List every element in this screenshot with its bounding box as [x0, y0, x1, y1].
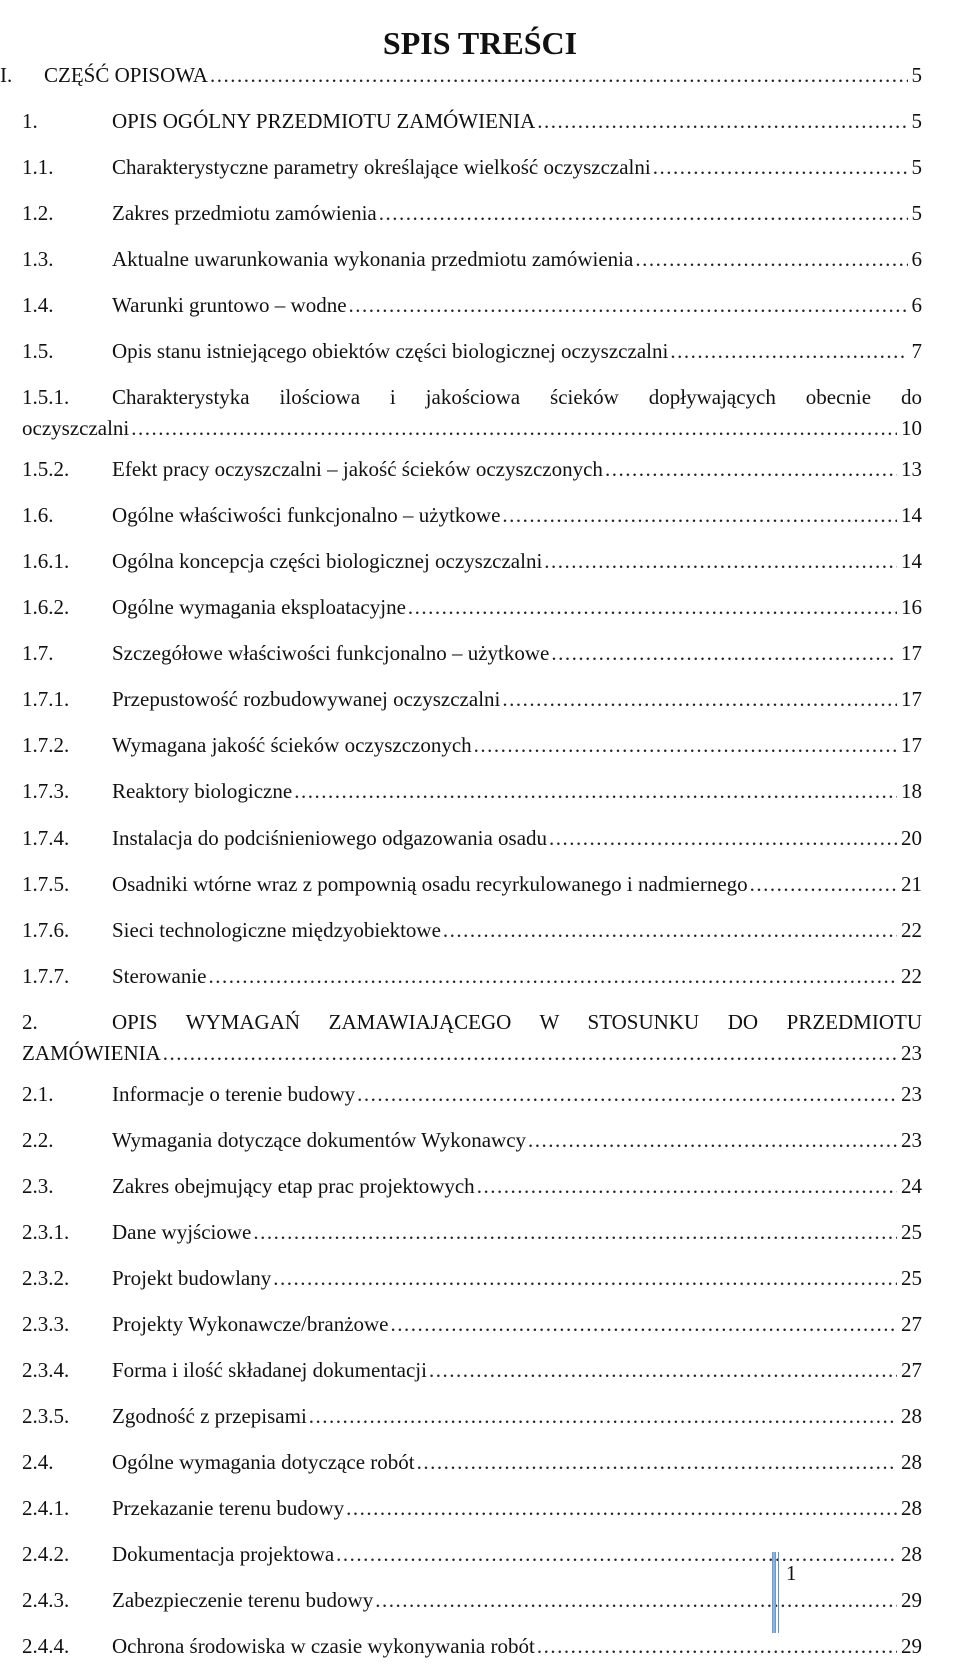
toc-entry-title-continued: oczyszczalni	[22, 416, 130, 441]
toc-entry-page: 6	[911, 247, 922, 272]
toc-entry-title: Zabezpieczenie terenu budowy	[112, 1588, 374, 1612]
toc-entry-title: Ogólne wymagania dotyczące robót	[112, 1449, 415, 1474]
toc-entry-page: 5	[911, 201, 922, 226]
toc-dot-leader	[653, 154, 908, 180]
toc-entry-page: 28	[901, 1403, 922, 1428]
toc-entry-title: OPIS OGÓLNY PRZEDMIOTU ZAMÓWIENIA	[112, 109, 536, 134]
toc-entry-number: 2.3.4.	[22, 1357, 70, 1382]
toc-entry[interactable]	[0, 633, 960, 673]
toc-dot-leader	[357, 1081, 897, 1107]
toc-entry-number: 2.4.1.	[22, 1495, 70, 1520]
toc-entry-number: 2.4.2.	[22, 1541, 70, 1566]
toc-dot-leader	[502, 502, 897, 528]
toc-entry[interactable]	[0, 1626, 960, 1666]
toc-entry[interactable]	[0, 331, 960, 371]
toc-entry-page: 17	[901, 733, 922, 758]
toc-entry[interactable]	[0, 1258, 960, 1298]
toc-entry-title: CZĘŚĆ OPISOWA	[44, 63, 208, 87]
toc-dot-leader	[349, 292, 908, 318]
toc-entry[interactable]	[0, 449, 960, 489]
toc-dot-leader	[163, 1040, 897, 1066]
toc-entry-number: 1.7.3.	[22, 779, 70, 804]
toc-entry[interactable]	[0, 1166, 960, 1206]
toc-entry-page: 23	[901, 1127, 922, 1152]
toc-entry-title: Efekt pracy oczyszczalni – jakość ścieków oczyszczonych	[112, 457, 603, 482]
toc-entry-title-continued: ZAMÓWIENIA	[22, 1040, 161, 1065]
toc-dot-leader	[408, 594, 897, 620]
page-footer	[772, 1552, 832, 1627]
toc-entry-page: 28	[901, 1541, 922, 1566]
toc-entry-title: Ochrona środowiska w czasie wykonywania robót	[112, 1634, 535, 1659]
toc-entry-title: Sieci technologiczne międzyobiektowe	[112, 917, 441, 942]
toc-entry[interactable]	[0, 377, 960, 443]
toc-dot-leader	[528, 1127, 897, 1153]
toc-entry[interactable]	[0, 1074, 960, 1114]
toc-dot-leader	[605, 456, 897, 482]
toc-entry[interactable]	[0, 1304, 960, 1344]
toc-dot-leader	[474, 732, 897, 758]
toc-entry-page: 29	[901, 1588, 922, 1612]
toc-dot-leader	[253, 1219, 897, 1245]
footer-accent-bar	[772, 1552, 776, 1633]
toc-dot-leader	[294, 778, 897, 804]
toc-dot-leader	[309, 1403, 897, 1429]
toc-entry[interactable]	[0, 956, 960, 996]
toc-entry-number: 2.3.5.	[22, 1403, 70, 1428]
toc-entry-number: 1.7.1.	[22, 687, 70, 712]
toc-entry-number: 2.1.	[22, 1081, 54, 1106]
toc-dot-leader	[429, 1357, 897, 1383]
toc-entry-title: Aktualne uwarunkowania wykonania przedmiotu zamówienia	[112, 247, 634, 272]
toc-entry[interactable]	[0, 541, 960, 581]
toc-entry[interactable]	[0, 101, 960, 141]
toc-entry-title: Dokumentacja projektowa	[112, 1541, 335, 1566]
toc-entry-title: Przepustowość rozbudowywanej oczyszczalni	[112, 687, 501, 712]
toc-entry-page: 23	[901, 1040, 922, 1065]
toc-entry-number: 1.7.5.	[22, 871, 70, 896]
toc-entry-page: 18	[901, 779, 922, 804]
toc-entry-number: 2.3.3.	[22, 1311, 70, 1336]
toc-entry[interactable]	[0, 1350, 960, 1390]
toc-entry-page: 25	[901, 1219, 922, 1244]
toc-entry-number: 1.7.7.	[22, 963, 70, 988]
toc-dot-leader	[635, 246, 907, 272]
toc-entry-number: 1.6.	[22, 503, 54, 528]
toc-dot-leader	[477, 1173, 897, 1199]
toc-dot-leader	[208, 963, 897, 989]
toc-entry-number: 1.	[22, 109, 38, 134]
toc-dot-leader	[670, 338, 907, 364]
toc-entry-title: Informacje o terenie budowy	[112, 1081, 356, 1106]
toc-entry-page: 29	[901, 1634, 922, 1659]
toc-entry[interactable]	[0, 818, 960, 858]
toc-dot-leader	[544, 548, 897, 574]
toc-dot-leader	[417, 1449, 897, 1475]
toc-dot-leader	[379, 200, 908, 226]
toc-entry-title: Osadniki wtórne wraz z pompownią osadu recyrkulowanego i nadmiernego	[112, 871, 748, 896]
toc-entry-number: 1.5.2.	[22, 457, 70, 482]
toc-entry[interactable]	[0, 1442, 960, 1482]
toc-entry-page: 27	[901, 1357, 922, 1382]
toc-entry-page: 7	[911, 339, 922, 364]
toc-entry-number: 1.5.1.	[22, 385, 70, 410]
toc-entry-title: Projekty Wykonawcze/branżowe	[112, 1311, 389, 1336]
toc-entry-number: 1.5.	[22, 339, 54, 364]
toc-entry-number: 2.3.1.	[22, 1219, 70, 1244]
toc-entry-number: 1.4.	[22, 293, 54, 318]
toc-entry[interactable]	[0, 285, 960, 325]
toc-dot-leader	[549, 825, 897, 851]
toc-entry-title: Reaktory biologiczne	[112, 779, 293, 804]
toc-entry-title: Ogólna koncepcja części biologicznej oczyszczalni	[112, 549, 543, 574]
toc-entry-page: 25	[901, 1265, 922, 1290]
toc-entry-title: Zakres obejmujący etap prac projektowych	[112, 1173, 475, 1198]
toc-entry-title: Przekazanie terenu budowy	[112, 1495, 345, 1520]
toc-entry[interactable]	[0, 1488, 960, 1528]
toc-entry-number: 2.4.	[22, 1449, 54, 1474]
toc-entry-title: Zakres przedmiotu zamówienia	[112, 201, 377, 226]
toc-entry-title: Instalacja do podciśnieniowego odgazowania osadu	[112, 825, 548, 850]
toc-entry[interactable]	[0, 239, 960, 279]
toc-entry-title: Zgodność z przepisami	[112, 1403, 307, 1428]
toc-entry-page: 20	[901, 825, 922, 850]
toc-entry-number: 1.7.4.	[22, 825, 70, 850]
toc-dot-leader	[210, 62, 908, 88]
toc-entry-page: 14	[901, 503, 922, 528]
toc-entry-title: Warunki gruntowo – wodne	[112, 293, 347, 318]
footer-accent-line	[778, 1552, 779, 1633]
toc-entry-title: Charakterystyczne parametry określające wielkość oczyszczalni	[112, 155, 651, 180]
toc-entry-title: Dane wyjściowe	[112, 1219, 252, 1244]
toc-entry-page: 5	[911, 63, 922, 87]
toc-entry[interactable]	[0, 587, 960, 627]
toc-entry-page: 27	[901, 1311, 922, 1336]
toc-dot-leader	[273, 1265, 897, 1291]
toc-entry[interactable]	[0, 147, 960, 187]
toc-dot-leader	[502, 686, 897, 712]
toc-entry-title: Projekt budowlany	[112, 1265, 272, 1290]
toc-entry-number: I.	[0, 63, 13, 87]
toc-entry-title: Wymagania dotyczące dokumentów Wykonawcy	[112, 1127, 527, 1152]
toc-entry-title: Charakterystyka ilościowa i jakościowa ścieków dopływających obecnie do	[112, 385, 922, 410]
toc-entry-title: Szczegółowe właściwości funkcjonalno – użytkowe	[112, 641, 550, 666]
toc-entry-number: 2.4.4.	[22, 1634, 70, 1659]
toc-entry-number: 1.3.	[22, 247, 54, 272]
toc-entry-number: 1.7.6.	[22, 917, 70, 942]
toc-entry-title: Forma i ilość składanej dokumentacji	[112, 1357, 427, 1382]
toc-dot-leader	[537, 1633, 897, 1659]
toc-entry[interactable]	[0, 1396, 960, 1436]
toc-dot-leader	[537, 108, 907, 134]
toc-entry-title: Ogólne wymagania eksploatacyjne	[112, 595, 406, 620]
toc-entry-page: 17	[901, 641, 922, 666]
toc-dot-leader	[346, 1495, 897, 1521]
toc-entry-title: Wymagana jakość ścieków oczyszczonych	[112, 733, 472, 758]
toc-entry-page: 6	[911, 293, 922, 318]
toc-entry-number: 2.4.3.	[22, 1588, 70, 1612]
toc-entry[interactable]	[0, 495, 960, 535]
toc-entry[interactable]	[0, 1120, 960, 1160]
toc-entry-title: Opis stanu istniejącego obiektów części biologicznej oczyszczalni	[112, 339, 669, 364]
toc-entry-number: 1.1.	[22, 155, 54, 180]
toc-entry[interactable]	[0, 910, 960, 950]
toc-dot-leader	[131, 415, 897, 441]
toc-entry-title: Ogólne właściwości funkcjonalno – użytkowe	[112, 503, 501, 528]
toc-dot-leader	[391, 1311, 898, 1337]
toc-entry-page: 14	[901, 549, 922, 574]
toc-entry-number: 1.7.2.	[22, 733, 70, 758]
toc-heading: SPIS TREŚCI	[382, 25, 578, 62]
toc-entry-number: 2.	[22, 1009, 38, 1034]
toc-entry[interactable]	[0, 679, 960, 719]
toc-entry-page: 5	[911, 155, 922, 180]
toc-entry-title: OPIS WYMAGAŃ ZAMAWIAJĄCEGO W STOSUNKU DO PRZEDMIOTU	[112, 1009, 922, 1034]
toc-list	[0, 55, 960, 1672]
toc-dot-leader	[443, 917, 897, 943]
toc-entry[interactable]	[0, 864, 960, 904]
toc-entry[interactable]	[0, 1212, 960, 1252]
toc-entry-page: 22	[901, 963, 922, 988]
toc-entry[interactable]	[0, 1002, 960, 1068]
toc-entry-page: 17	[901, 687, 922, 712]
toc-dot-leader	[750, 871, 897, 897]
toc-entry-page: 10	[901, 416, 922, 441]
toc-entry-title: Sterowanie	[112, 963, 207, 988]
toc-entry-page: 22	[901, 917, 922, 942]
toc-entry[interactable]	[0, 55, 960, 95]
toc-entry[interactable]	[0, 725, 960, 765]
toc-entry-number: 1.6.1.	[22, 549, 70, 574]
toc-entry[interactable]	[0, 193, 960, 233]
toc-entry-page: 5	[911, 109, 922, 134]
toc-entry-page: 13	[901, 457, 922, 482]
toc-entry-page: 23	[901, 1081, 922, 1106]
toc-entry-number: 2.3.	[22, 1173, 54, 1198]
toc-entry-page: 21	[901, 871, 922, 896]
toc-entry-number: 2.3.2.	[22, 1265, 70, 1290]
toc-entry-page: 28	[901, 1449, 922, 1474]
toc-entry-page: 28	[901, 1495, 922, 1520]
toc-entry-page: 16	[901, 595, 922, 620]
toc-entry-page: 24	[901, 1173, 922, 1198]
toc-entry-number: 1.6.2.	[22, 595, 70, 620]
toc-entry-number: 1.2.	[22, 201, 54, 226]
footer-page-number: 1	[786, 1561, 797, 1585]
toc-entry-number: 1.7.	[22, 641, 54, 666]
toc-dot-leader	[551, 640, 897, 666]
toc-entry-number: 2.2.	[22, 1127, 54, 1152]
toc-entry[interactable]	[0, 771, 960, 811]
